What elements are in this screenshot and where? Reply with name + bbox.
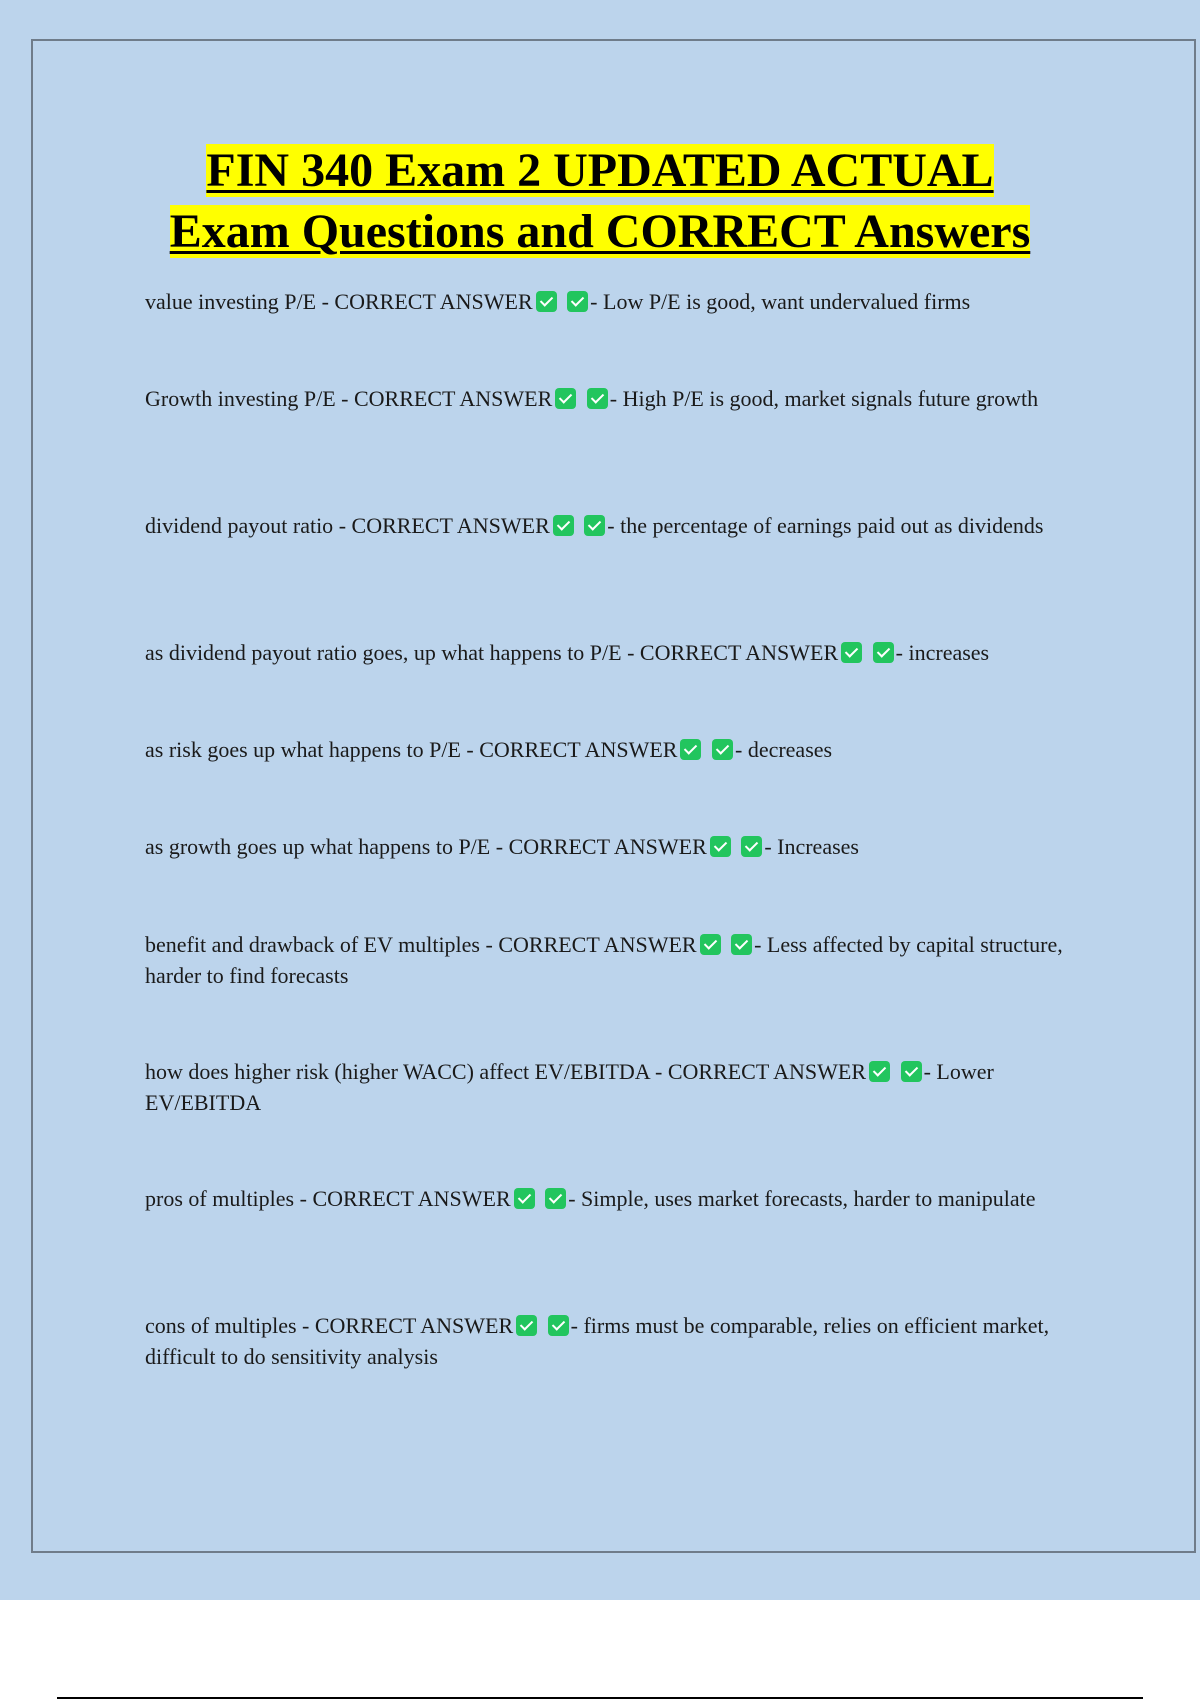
checkmark-icon bbox=[514, 1188, 535, 1209]
answer-text: Lower EV/EBITDA bbox=[145, 1059, 994, 1115]
correct-answer-label: CORRECT ANSWER bbox=[667, 1059, 867, 1084]
answer-text: High P/E is good, market signals future growth bbox=[622, 386, 1039, 411]
question-text: as risk goes up what happens to P/E bbox=[145, 737, 461, 762]
qa-item: pros of multiples - CORRECT ANSWER - Simple, uses market forecasts, harder to manipulate bbox=[145, 1186, 1036, 1211]
answer-text: increases bbox=[908, 640, 990, 665]
qa-item: how does higher risk (higher WACC) affect EV/EBITDA - CORRECT ANSWER - Lower EV/EBITDA bbox=[145, 1059, 994, 1115]
answer-text: Increases bbox=[777, 834, 859, 859]
qa-item: as growth goes up what happens to P/E - CORRECT ANSWER - Increases bbox=[145, 834, 859, 859]
correct-answer-label: CORRECT ANSWER bbox=[351, 513, 550, 538]
correct-answer-label: CORRECT ANSWER bbox=[479, 737, 678, 762]
checkmark-icon bbox=[841, 642, 862, 663]
checkmark-icon bbox=[587, 388, 608, 409]
checkmark-icon bbox=[536, 291, 557, 312]
correct-answer-label: CORRECT ANSWER bbox=[312, 1186, 511, 1211]
title-line-2: Exam Questions and CORRECT Answers bbox=[169, 205, 1031, 258]
question-text: dividend payout ratio bbox=[145, 513, 334, 538]
question-text: benefit and drawback of EV multiples bbox=[145, 932, 480, 957]
checkmark-icon bbox=[567, 291, 588, 312]
checkmark-icon bbox=[710, 836, 731, 857]
checkmark-icon bbox=[712, 739, 733, 760]
qa-item: dividend payout ratio - CORRECT ANSWER - the percentage of earnings paid out as dividends bbox=[145, 513, 1044, 538]
checkmark-icon bbox=[873, 642, 894, 663]
question-text: cons of multiples bbox=[145, 1313, 297, 1338]
checkmark-icon bbox=[516, 1315, 537, 1336]
answer-text: Low P/E is good, want undervalued firms bbox=[603, 289, 971, 314]
question-text: as dividend payout ratio goes, up what happens to P/E bbox=[145, 640, 622, 665]
correct-answer-label: CORRECT ANSWER bbox=[334, 289, 533, 314]
question-text: how does higher risk (higher WACC) affect EV/EBITDA bbox=[145, 1059, 650, 1084]
correct-answer-label: CORRECT ANSWER bbox=[314, 1313, 514, 1338]
answer-text: Simple, uses market forecasts, harder to manipulate bbox=[581, 1186, 1036, 1211]
checkmark-icon bbox=[700, 934, 721, 955]
answer-text: decreases bbox=[747, 737, 833, 762]
qa-item: cons of multiples - CORRECT ANSWER - firms must be comparable, relies on efficient market, difficult to do sensitivity analysis bbox=[145, 1313, 1050, 1369]
correct-answer-label: CORRECT ANSWER bbox=[639, 640, 839, 665]
qa-item: as dividend payout ratio goes, up what happens to P/E - CORRECT ANSWER - increases bbox=[145, 640, 990, 665]
document-title bbox=[100, 140, 1100, 262]
footer-rule bbox=[57, 1697, 1143, 1699]
checkmark-icon bbox=[545, 1188, 566, 1209]
checkmark-icon bbox=[680, 739, 701, 760]
checkmark-icon bbox=[553, 515, 574, 536]
question-text: value investing P/E bbox=[145, 289, 317, 314]
question-text: pros of multiples bbox=[145, 1186, 295, 1211]
correct-answer-label: CORRECT ANSWER bbox=[498, 932, 697, 957]
answer-text: Less affected by capital structure, harder to find forecasts bbox=[145, 932, 1063, 988]
question-text: Growth investing P/E bbox=[145, 386, 336, 411]
checkmark-icon bbox=[731, 934, 752, 955]
qa-item: as risk goes up what happens to P/E - CORRECT ANSWER - decreases bbox=[145, 737, 833, 762]
checkmark-icon bbox=[869, 1061, 890, 1082]
checkmark-icon bbox=[741, 836, 762, 857]
checkmark-icon bbox=[555, 388, 576, 409]
checkmark-icon bbox=[901, 1061, 922, 1082]
question-text: as growth goes up what happens to P/E bbox=[145, 834, 491, 859]
checkmark-icon bbox=[548, 1315, 569, 1336]
qa-item: benefit and drawback of EV multiples - CORRECT ANSWER - Less affected by capital structure, harder to find forecasts bbox=[145, 932, 1063, 988]
title-line-1: FIN 340 Exam 2 UPDATED ACTUAL bbox=[206, 144, 994, 197]
answer-text: the percentage of earnings paid out as dividends bbox=[620, 513, 1044, 538]
checkmark-icon bbox=[584, 515, 605, 536]
correct-answer-label: CORRECT ANSWER bbox=[508, 834, 707, 859]
qa-item: value investing P/E - CORRECT ANSWER - Low P/E is good, want undervalued firms bbox=[145, 289, 971, 314]
correct-answer-label: CORRECT ANSWER bbox=[354, 386, 553, 411]
qa-item: Growth investing P/E - CORRECT ANSWER - High P/E is good, market signals future growth bbox=[145, 386, 1039, 411]
answer-text: firms must be comparable, relies on efficient market, difficult to do sensitivity analysis bbox=[145, 1313, 1050, 1369]
